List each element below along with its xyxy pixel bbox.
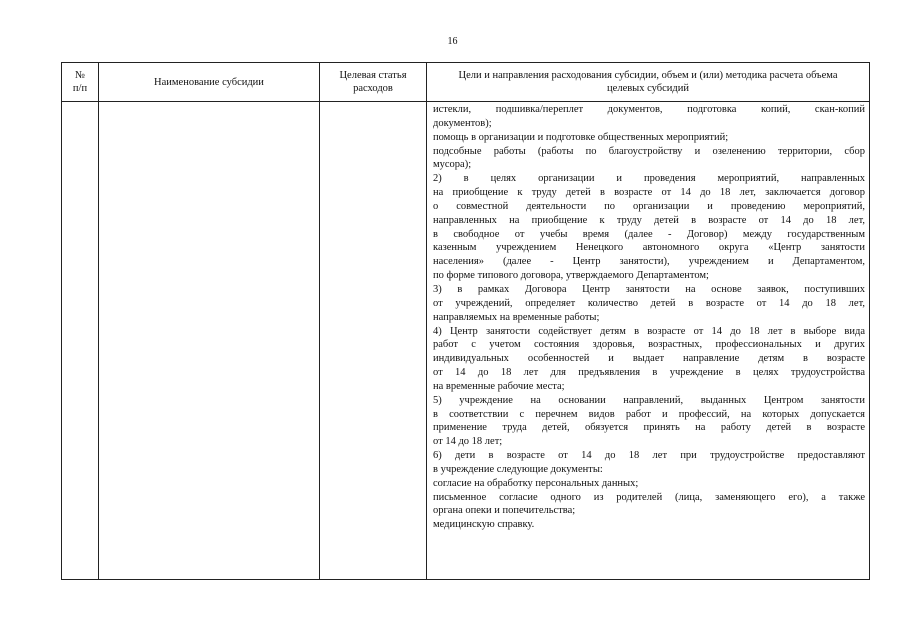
- header-num: № п/п: [62, 63, 99, 102]
- description-line: казенным учреждением Ненецкого автономного округа «Центр занятости: [433, 242, 865, 254]
- description-line: населения» (далее - Центр занятости), учреждением и Департаментом,: [433, 256, 865, 268]
- description-line: истекли, подшивка/переплет документов, подготовка копий, скан-копий: [433, 104, 865, 115]
- description-line: индивидуальных особенностей и выдает направление детям в возрасте: [433, 353, 865, 365]
- description-line: в учреждение следующие документы:: [433, 463, 603, 475]
- description-line: 5) учреждение на основании направлений, выданных Центром занятости: [433, 394, 865, 406]
- description-line: от 14 до 18 лет;: [433, 436, 503, 448]
- description-line: работ с учетом состояния здоровья, возрастных, профессиональных и других: [433, 339, 865, 351]
- description-line: о совместной деятельности по организации и проведению мероприятий,: [433, 200, 865, 212]
- description-line: от 14 до 18 лет для предъявления в учреждение в целях трудоустройства: [433, 367, 865, 379]
- cell-target-article: [320, 102, 427, 580]
- description-line: направляемых на временные работы;: [433, 311, 600, 323]
- description-line: в соответствии с перечнем видов работ и профессий, на которых допускается: [433, 408, 865, 420]
- description-line: письменное согласие одного из родителей (лица, заменяющего его), а также: [433, 491, 865, 503]
- description-line: медицинскую справку.: [433, 519, 535, 531]
- description-line: по форме типового договора, утверждаемого Департаментом;: [433, 270, 709, 282]
- description-line: мусора);: [433, 159, 472, 171]
- description-line: подсобные работы (работы по благоустройству и озеленению территории, сбор: [433, 145, 865, 157]
- header-target-article: Целевая статья расходов: [320, 63, 427, 102]
- description-line: помощь в организации и подготовке общественных мероприятий;: [433, 131, 729, 143]
- description-line: 6) дети в возрасте от 14 до 18 лет при трудоустройстве предоставляют: [433, 450, 865, 462]
- cell-goals-description: [427, 102, 870, 580]
- description-line: документов);: [433, 117, 492, 129]
- cell-num: [62, 102, 99, 580]
- description-line: 4) Центр занятости содействует детям в возрасте от 14 до 18 лет в выборе вида: [433, 325, 865, 337]
- description-line: 3) в рамках Договора Центр занятости на основе заявок, поступивших: [433, 283, 865, 295]
- description-line: органа опеки и попечительства;: [433, 505, 576, 517]
- header-goals: Цели и направления расходования субсидии, объем и (или) методика расчета объема целевых субсидий: [427, 63, 870, 102]
- description-line: 2) в целях организации и проведения мероприятий, направленных: [433, 173, 865, 185]
- cell-subsidy-name: [99, 102, 320, 580]
- description-line: в свободное от учебы время (далее - Договор) между государственным: [433, 228, 865, 240]
- subsidy-table: [61, 62, 870, 580]
- table-header-row: [62, 63, 870, 102]
- header-subsidy-name: Наименование субсидии: [99, 63, 320, 102]
- description-line: направленных на приобщение к труду детей в возрасте от 14 до 18 лет,: [433, 214, 865, 226]
- description-line: на приобщение к труду детей в возрасте от 14 до 18 лет, заключается договор: [433, 187, 865, 199]
- description-line: на временные рабочие места;: [433, 380, 565, 392]
- table-row: [62, 102, 870, 580]
- description-line: от учреждений, определяет количество детей в возрасте от 14 до 18 лет,: [433, 297, 865, 309]
- description-line: согласие на обработку персональных данных;: [433, 477, 639, 489]
- page-number: 16: [447, 36, 458, 47]
- description-line: применение труда детей, обязуется принять на работу детей в возрасте: [433, 422, 865, 434]
